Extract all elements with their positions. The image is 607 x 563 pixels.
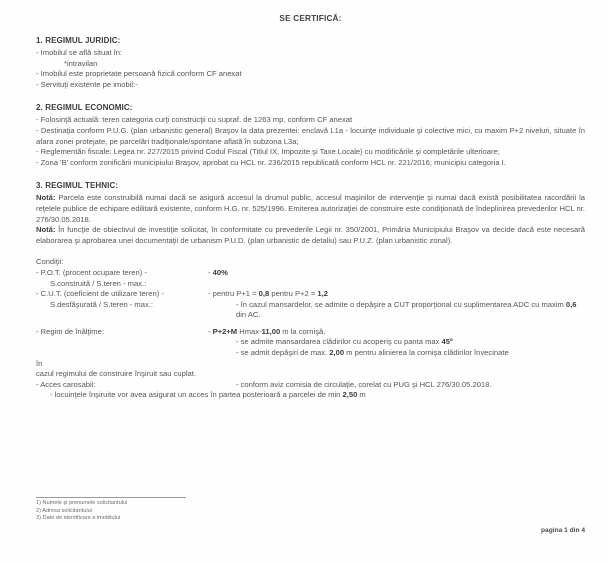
section-heading-regim-juridic: 1. REGIMUL JURIDIC: [36, 36, 121, 45]
height-value-prefix: - [208, 326, 213, 336]
footnote-2: 2) Adresa solicitantului [36, 507, 92, 514]
height-mansardare-angle: 45º [441, 337, 453, 347]
cut-label: - C.U.T. (coeficient de utilizare teren) - [36, 289, 164, 299]
regim-juridic-line-2: *intravilan [64, 58, 98, 68]
cut-value-p1: 0,8 [258, 289, 270, 299]
note-text-1: Parcela este construibilă numai dacă se asigură accesul la drumul public, accesul maşinilor de intervenţie şi numai dacă există posibilitatea racordării la reţelele publice de echipare edilitară existente, conform H.G. nr. 525/1996. Emiterea autorizaţiei de construire este condiţionată de îndeplinirea prevederilor HCL nr. 276/30.05.2018. [36, 193, 585, 224]
cut-mansarde-post: din AC. [236, 310, 261, 320]
condition-row-pot-sub [36, 279, 585, 290]
access-value: - conform aviz comisia de circulaţie, corelat cu PUG şi HCL 276/30.05.2018. [236, 379, 492, 389]
cut-value-prefix: - pentru P+1 = [208, 289, 259, 299]
condition-row-cut-sub [36, 300, 585, 321]
cut-mansarde-number: 0,6 [565, 299, 577, 309]
access-label: - Acces carosabil: [36, 379, 96, 389]
regim-economic-line-2: - Destinaţia conform P.U.G. (plan urbanistic general) Braşov la data prezentei: enclavă L1a - locuinţe individuale şi colective mici, cu maxim P+2 niveluri, situate în afara zonei protejate, pe parcelări tradiţionale/spontane aflată în subzona L3a; [36, 125, 585, 146]
page-number: pagina 1 din 4 [541, 527, 585, 534]
condition-row-cut [36, 289, 585, 300]
cut-value-p2: 1,2 [317, 289, 328, 299]
regim-tehnic-note-1 [36, 193, 585, 225]
regim-economic-line-4: - Zona 'B' conform zonificării municipiului Braşov, aprobat cu HCL nr. 236/2015 republicată conform HCL nr. 221/2016; municipiu categoria I. [36, 157, 506, 167]
pot-value-number: 40% [212, 267, 228, 277]
condition-row-access [36, 380, 585, 391]
height-depasiri-value: 2,00 [329, 348, 345, 358]
height-hmax-label: Hmax- [237, 326, 262, 336]
footnote-3: 3) Date de identificare a imobilului [36, 515, 121, 522]
height-mansardare-pre: - se admite mansardarea clădirilor cu acoperiş cu panta max [236, 337, 442, 347]
regim-economic-line-1: - Folosinţă actuală: teren categoria curţi construcţii cu supraf. de 1263 mp, conform CF anexat [36, 115, 353, 125]
conditions-block [36, 257, 585, 401]
pot-label: - P.O.T. (procent ocupare teren) - [36, 267, 147, 277]
access-sub-note [36, 390, 585, 401]
regim-juridic-line-4: - Servituţi existente pe imobil:- [36, 79, 138, 89]
conditions-heading: Condiţii: [36, 257, 64, 267]
condition-row-height [36, 327, 585, 338]
pot-value [208, 268, 585, 279]
cut-sublabel: S.desfăşurată / S.teren - max.: [50, 299, 153, 309]
access-sub-post: m [357, 390, 366, 400]
section-heading-regim-economic: 2. REGIMUL ECONOMIC: [36, 103, 133, 113]
regim-tehnic-note-2 [36, 225, 585, 246]
note-label-1: Notă: [36, 193, 56, 203]
height-mansardare-note [208, 337, 585, 348]
footnote-1: 1) Numele şi prenumele solicitantului [36, 500, 128, 506]
condition-row-height-sub-1 [36, 337, 585, 348]
note-text-2: În funcţie de obiectivul de investiţie solicitat, în conformitate cu prevederile Legii nr. 350/2001, Primăria Municipiului Braşov va decide dacă este necesară elaborarea şi aprobarea unei documentaţii de urbanism P.U.D. (plan urbanistic de detaliu) sau P.U.Z. (plan urbanistic zonal). [36, 225, 585, 245]
page-title: SE CERTIFICĂ: [279, 14, 342, 23]
height-value [208, 327, 585, 338]
height-depasiri-pre: - se admit depăşiri de max. [236, 348, 330, 358]
wrap-word: în [36, 358, 43, 368]
cut-value [208, 289, 585, 300]
cut-mansarde-pre: - în cazul mansardelor, se admite o depăşire a CUT proporţional cu suplimentarea ADC cu maxim [236, 299, 566, 309]
cut-value-mid: pentru P+2 = [269, 289, 318, 299]
condition-row-pot [36, 268, 585, 279]
wrap-continuation: cazul regimului de construire înşiruit sau cuplat. [36, 369, 196, 379]
height-value-post: m la cornişă. [280, 326, 326, 336]
condition-row-height-sub-2 [36, 348, 585, 359]
regim-juridic-line-1: - Imobilul se află situat în: [36, 48, 123, 57]
document-body [0, 36, 607, 401]
cut-mansarde-note [208, 300, 585, 321]
height-label: - Regim de înălţime: [36, 326, 104, 336]
pot-value-prefix: - [208, 267, 213, 277]
regim-economic-line-3: - Reglementări fiscale: Legea nr. 227/2015 privind Codul Fiscal (Titlul IX, Impozite şi Taxe Locale) cu modificările şi completările ulterioare; [36, 147, 500, 157]
access-sub-value: 2,50 [342, 390, 358, 400]
regim-juridic-line-3: - Imobilul este proprietate persoană fizică conform CF anexat [36, 69, 242, 79]
footnote-divider [36, 497, 186, 498]
pot-sublabel: S.construită / S.teren - max.: [50, 278, 147, 288]
height-regime: P+2+M [212, 326, 238, 336]
section-heading-regim-tehnic: 3. REGIMUL TEHNIC: [36, 181, 119, 191]
access-sub-pre: - locuinţele înşiruite vor avea asigurat un acces în partea posterioară a parcelei de min [50, 390, 343, 400]
height-hmax-value: 11,00 [261, 326, 281, 336]
footnotes-block [36, 497, 585, 523]
height-depasiri-post: m pentru alinierea la cornişa clădirilor învecinate [344, 348, 509, 358]
note-label-2: Notă: [36, 225, 56, 235]
height-depasiri-note [208, 348, 585, 359]
